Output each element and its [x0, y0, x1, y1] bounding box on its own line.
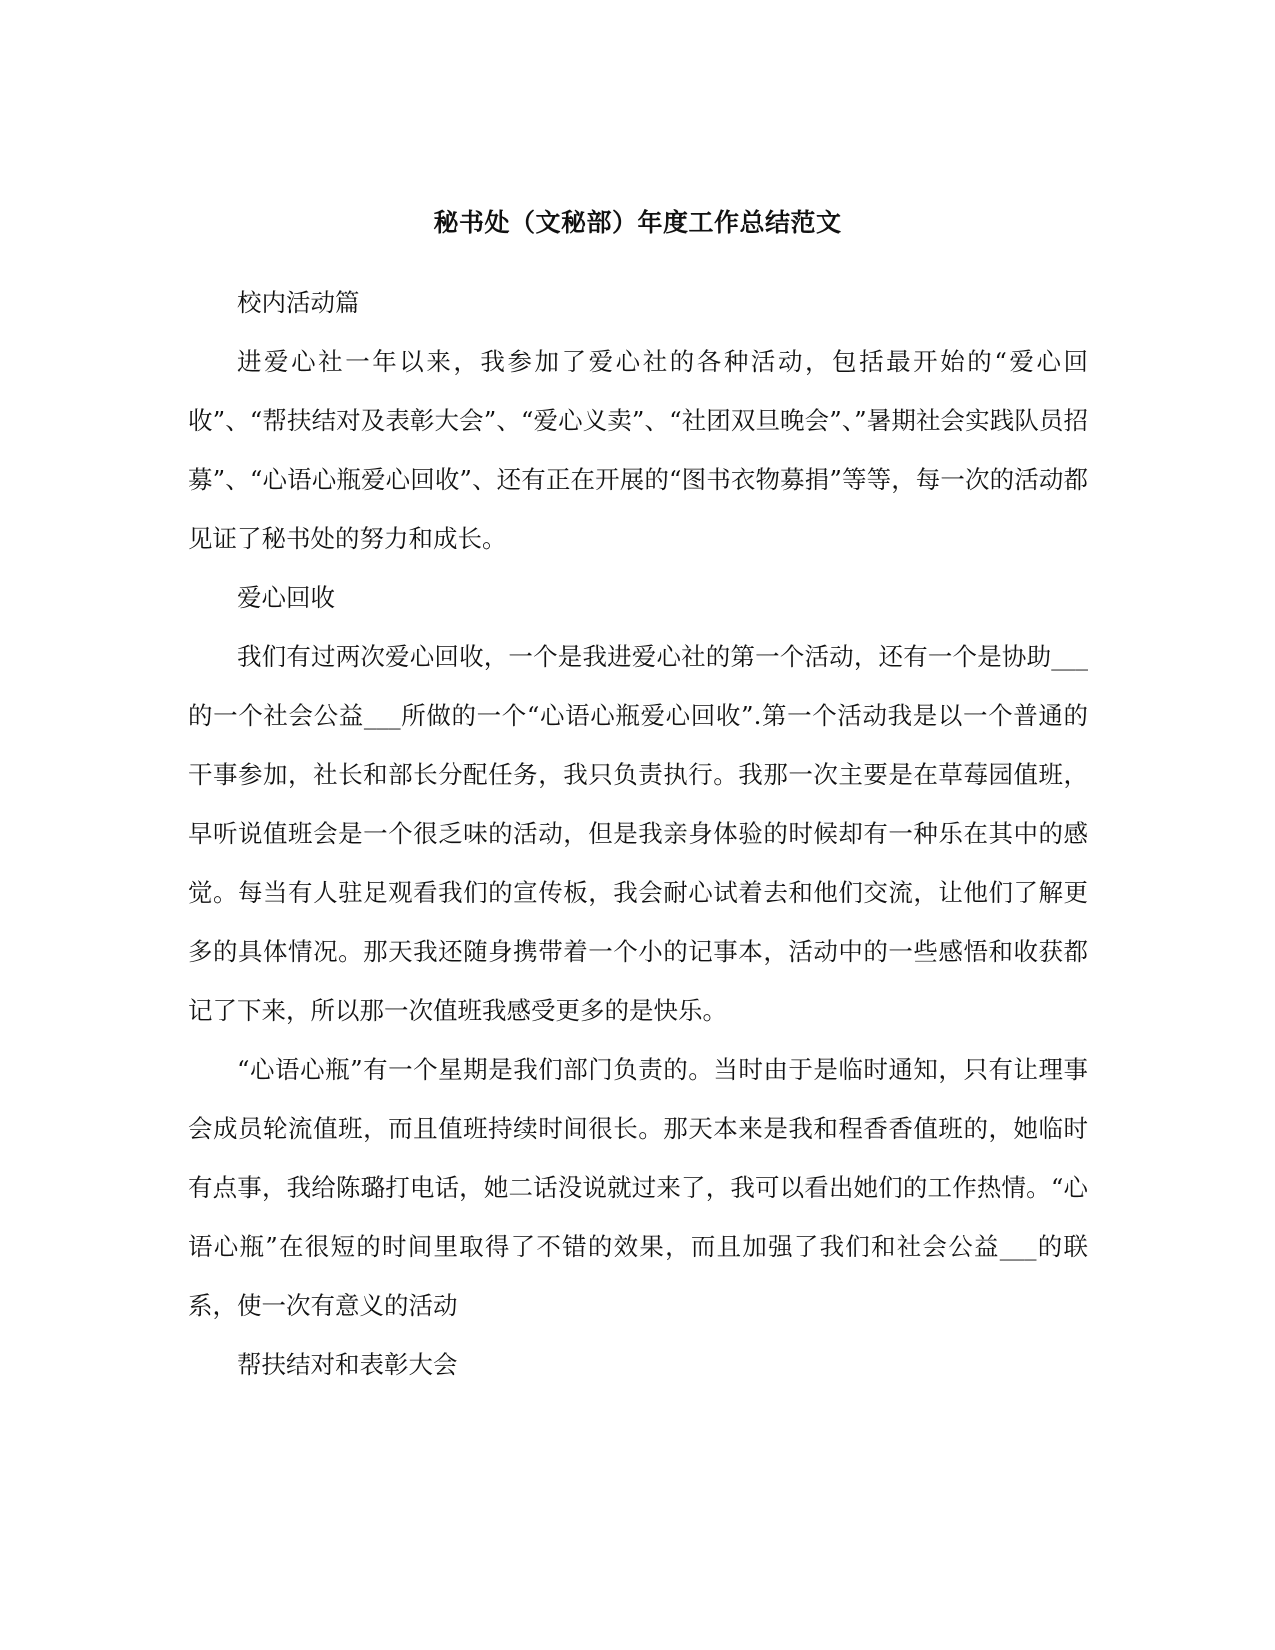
paragraph-recycling-details: 我们有过两次爱心回收，一个是我进爱心社的第一个活动，还有一个是协助___的一个社会公益___所做的一个“心语心瓶爱心回收”.第一个活动我是以一个普通的干事参加，社长和部长分配任务，我只负责执行。我那一次主要是在草莓园值班，早听说值班会是一个很乏味的活动，但是我亲身体验的时候却有一种乐在其中的感觉。每当有人驻足观看我们的宣传板，我会耐心试着去和他们交流，让他们了解更多的具体情况。那天我还随身携带着一个小的记事本，活动中的一些感悟和收获都记了下来，所以那一次值班我感受更多的是快乐。 [188, 642, 1088, 1025]
document-title: 秘书处（文秘部）年度工作总结范文 [433, 208, 842, 237]
section-heading-pairing-commendation: 帮扶结对和表彰大会 [237, 1350, 458, 1379]
section-heading-love-recycling: 爱心回收 [237, 583, 335, 612]
document-body [188, 273, 1088, 1394]
paragraph-heart-bottle: “心语心瓶”有一个星期是我们部门负责的。当时由于是临时通知，只有让理事会成员轮流值班，而且值班持续时间很长。那天本来是我和程香香值班的，她临时有点事，我给陈璐打电话，她二话没说就过来了，我可以看出她们的工作热情。“心语心瓶”在很短的时间里取得了不错的效果，而且加强了我们和社会公益___的联系，使一次有意义的活动 [188, 1055, 1088, 1320]
paragraph-intro: 进爱心社一年以来，我参加了爱心社的各种活动，包括最开始的“爱心回收”、“帮扶结对及表彰大会”、“爱心义卖”、“社团双旦晚会”、”暑期社会实践队员招募”、“心语心瓶爱心回收”、还有正在开展的“图书衣物募捐”等等，每一次的活动都见证了秘书处的努力和成长。 [188, 347, 1088, 553]
section-heading-campus-activities: 校内活动篇 [237, 288, 360, 317]
